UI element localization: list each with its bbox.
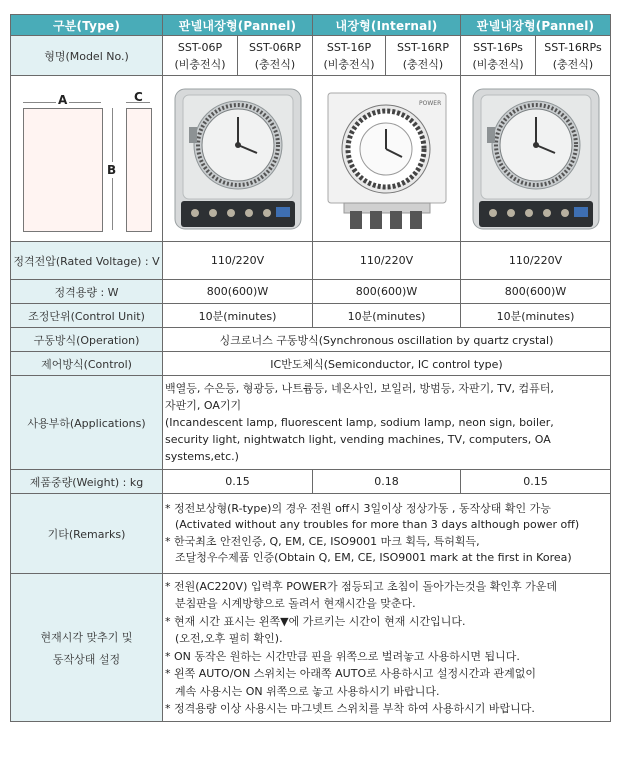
weight-value: 0.18 <box>313 470 461 494</box>
model-type: (비충전식) <box>323 57 375 71</box>
header-pannel-2: 판넬내장형(Pannel) <box>461 15 611 36</box>
setting-line: 계속 사용시는 ON 위쪽으로 놓고 사용하시기 바랍니다. <box>175 684 440 698</box>
timer-photo-pannel-1 <box>173 87 303 231</box>
model-type: (충전식) <box>254 57 296 71</box>
voltage-value: 110/220V <box>163 242 313 280</box>
model-cell <box>536 36 611 76</box>
applications-line: (Incandescent lamp, fluorescent lamp, sodium lamp, neon sign, boiler, <box>165 416 554 429</box>
remarks-line: * 한국최초 안전인증, Q, EM, CE, ISO9001 마크 획득, 특허획득, <box>165 534 480 548</box>
model-row <box>11 36 611 76</box>
power-text: POWER <box>418 99 441 107</box>
control-unit-row <box>11 304 611 328</box>
model-name: SST-06RP <box>249 40 301 54</box>
image-row <box>11 76 611 242</box>
control-row <box>11 352 611 376</box>
capacity-value: 800(600)W <box>163 280 313 304</box>
weight-value: 0.15 <box>163 470 313 494</box>
model-cell <box>238 36 313 76</box>
header-pannel-1: 판넬내장형(Pannel) <box>163 15 313 36</box>
capacity-row <box>11 280 611 304</box>
setting-value <box>163 574 611 722</box>
setting-label-line: 동작상태 설정 <box>52 652 121 666</box>
header-internal: 내장형(Internal) <box>313 15 461 36</box>
capacity-value: 800(600)W <box>461 280 611 304</box>
model-name: SST-16Ps <box>473 40 523 54</box>
control-unit-value: 10분(minutes) <box>313 304 461 328</box>
model-name: SST-16RPs <box>544 40 602 54</box>
remarks-line: (Activated without any troubles for more than 3 days although power off) <box>175 518 580 531</box>
operation-row <box>11 328 611 352</box>
setting-line: * 정격용량 이상 사용시는 마그넷트 스위치를 부착 하여 사용하시기 바랍니다. <box>165 702 535 715</box>
setting-row <box>11 574 611 722</box>
applications-label: 사용부하(Applications) <box>11 376 163 470</box>
model-name: SST-16P <box>326 40 372 54</box>
header-category: 구분(Type) <box>11 15 163 36</box>
operation-value: 싱크로너스 구동방식(Synchronous oscillation by quartz crystal) <box>163 328 611 352</box>
model-type: (충전식) <box>552 57 594 71</box>
operation-label: 구동방식(Operation) <box>11 328 163 352</box>
control-value: IC반도체식(Semiconductor, IC control type) <box>163 352 611 376</box>
remarks-row <box>11 494 611 574</box>
model-type: (비충전식) <box>472 57 524 71</box>
applications-line: 백열등, 수은등, 형광등, 나트륨등, 네온사인, 보일러, 방범등, 자판기, TV, 컴퓨터, <box>165 382 554 395</box>
setting-line: * 현재 시간 표시는 왼쪽▼에 가르키는 시간이 현재 시간입니다. <box>165 614 466 628</box>
dimension-drawing <box>13 78 160 240</box>
voltage-row <box>11 242 611 280</box>
setting-label <box>11 574 163 722</box>
control-unit-value: 10분(minutes) <box>461 304 611 328</box>
capacity-label: 정격용량 : W <box>11 280 163 304</box>
model-cell <box>313 36 386 76</box>
remarks-line: * 정전보상형(R-type)의 경우 전원 off시 3일이상 정상가동 , 동작상태 확인 가능 <box>165 501 551 515</box>
model-name: SST-16RP <box>397 40 449 54</box>
control-unit-value: 10분(minutes) <box>163 304 313 328</box>
applications-row <box>11 376 611 470</box>
photo-cell <box>461 76 611 242</box>
applications-line: systems,etc.) <box>165 450 239 463</box>
dim-label-a: A <box>58 92 68 107</box>
weight-label: 제품중량(Weight) : kg <box>11 470 163 494</box>
setting-line: (오전,오후 필히 확인). <box>175 632 283 645</box>
setting-line: 분침판을 시계방향으로 돌려서 현재시간을 맞춘다. <box>175 597 416 610</box>
setting-line: * 왼쪽 AUTO/ON 스위치는 아래쪽 AUTO로 사용하시고 설정시간과 관계없이 <box>165 667 536 680</box>
header-row <box>11 15 611 36</box>
applications-line: 자판기, OA기기 <box>165 399 242 412</box>
voltage-value: 110/220V <box>461 242 611 280</box>
dimension-drawing-cell <box>11 76 163 242</box>
applications-value <box>163 376 611 470</box>
photo-cell <box>163 76 313 242</box>
model-type: (충전식) <box>402 57 444 71</box>
control-unit-label: 조정단위(Control Unit) <box>11 304 163 328</box>
control-label: 제어방식(Control) <box>11 352 163 376</box>
applications-line: security light, nightwatch light, vending machines, TV, computers, OA <box>165 433 551 446</box>
voltage-value: 110/220V <box>313 242 461 280</box>
spec-table <box>10 14 611 722</box>
setting-label-line: 현재시각 맞추기 및 <box>40 630 133 644</box>
model-cell <box>461 36 536 76</box>
front-outline <box>23 108 103 232</box>
dim-label-b: B <box>107 162 117 177</box>
weight-value: 0.15 <box>461 470 611 494</box>
voltage-label: 정격전압(Rated Voltage) : V <box>11 242 163 280</box>
model-label: 형명(Model No.) <box>11 36 163 76</box>
model-name: SST-06P <box>177 40 223 54</box>
remarks-value <box>163 494 611 574</box>
capacity-value: 800(600)W <box>313 280 461 304</box>
model-type: (비충전식) <box>174 57 226 71</box>
photo-cell <box>313 76 461 242</box>
timer-photo-internal <box>324 87 450 231</box>
setting-line: * 전원(AC220V) 입력후 POWER가 점등되고 초침이 돌아가는것을 확인후 가운데 <box>165 579 557 593</box>
model-cell <box>386 36 461 76</box>
model-cell <box>163 36 238 76</box>
timer-photo-pannel-2 <box>471 87 601 231</box>
remarks-line: 조달청우수제품 인증(Obtain Q, EM, CE, ISO9001 mark at the first in Korea) <box>175 551 572 564</box>
setting-line: * ON 동작은 원하는 시간만큼 핀을 위쪽으로 벌려놓고 사용하시면 됩니다. <box>165 649 520 663</box>
side-outline <box>126 108 152 232</box>
weight-row <box>11 470 611 494</box>
dim-label-c: C <box>134 89 143 104</box>
remarks-label: 기타(Remarks) <box>11 494 163 574</box>
